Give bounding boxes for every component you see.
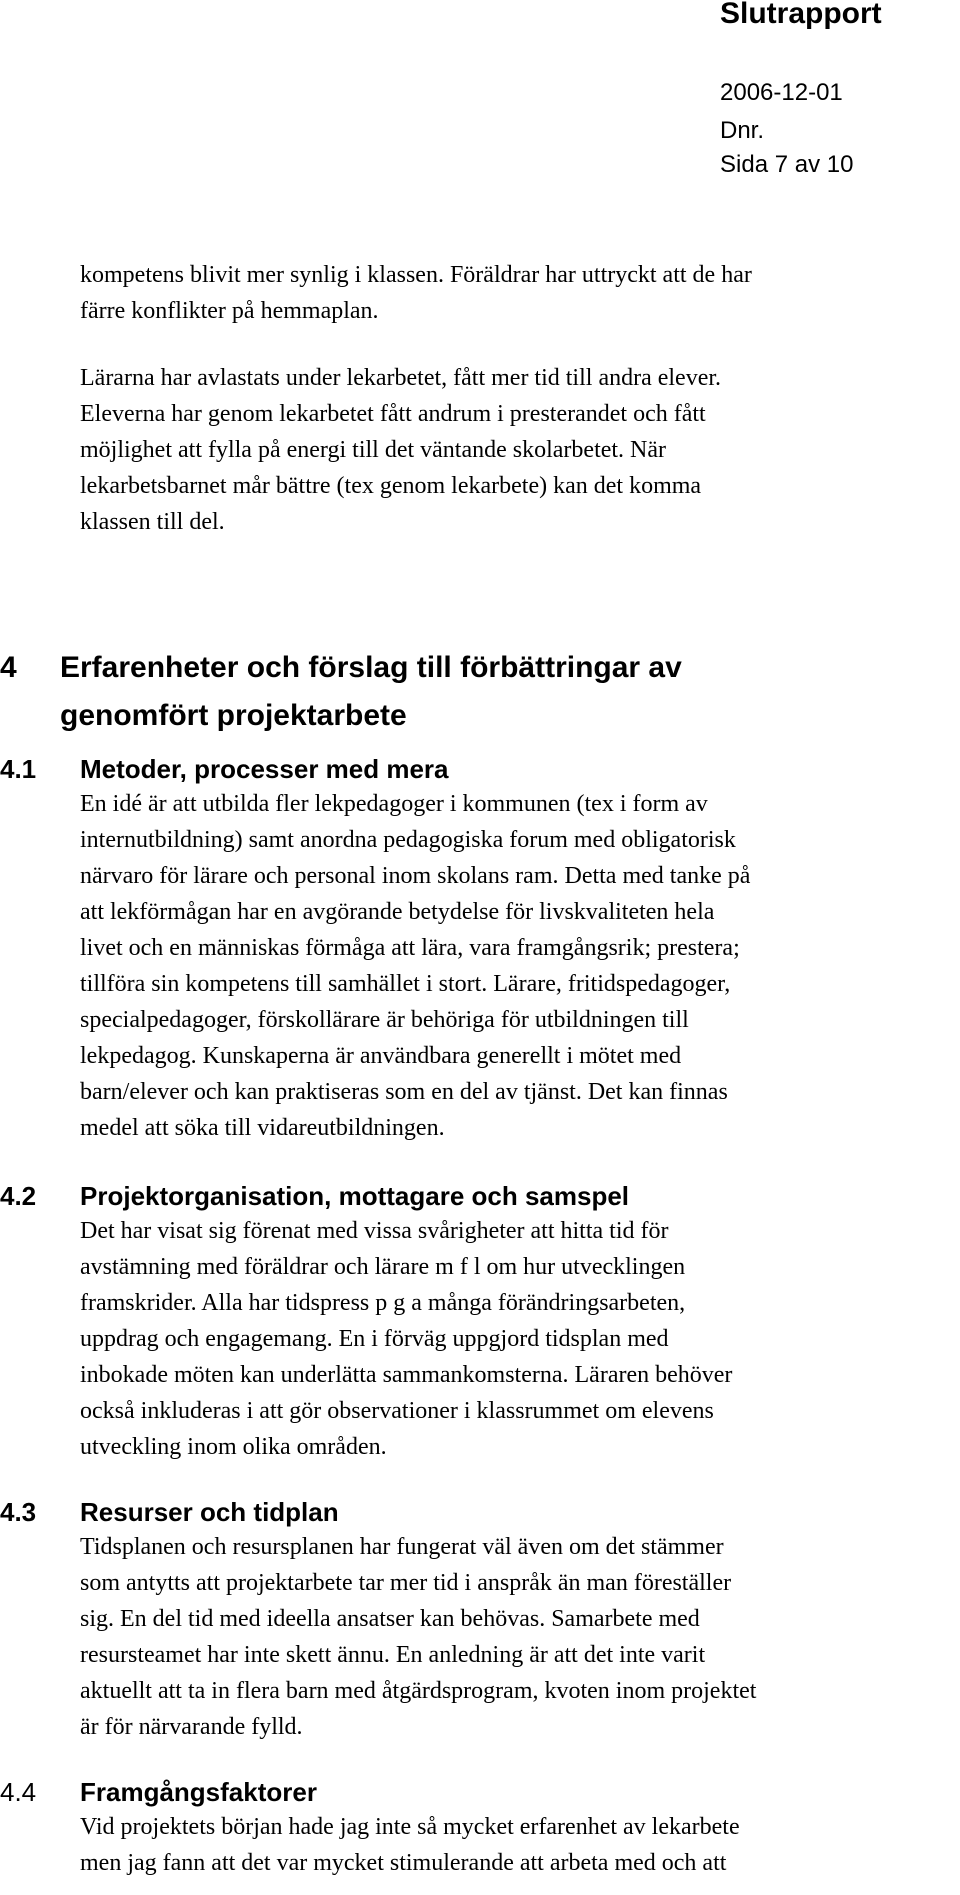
page-number: Sida 7 av 10 [720, 151, 854, 178]
intro-paragraph-2: Lärarna har avlastats under lekarbetet, fått mer tid till andra elever. Eleverna har genom lekarbetet fått andrum i presterandet och fått möjlighet att fylla på energi till det väntande skolarbetet. När lekarbetsbarnet mår bättre (tex genom lekarbete) kan det komma klassen till del. [80, 365, 722, 535]
report-title: Slutrapport [720, 0, 882, 30]
section-number: 4.4 [0, 1777, 37, 1807]
registration-number: Dnr. [720, 117, 765, 144]
page-header [720, 0, 960, 185]
section-number: 4.3 [0, 1497, 37, 1527]
section-title: Metoder, processer med mera [80, 754, 449, 784]
section-body: Det har visat sig förenat med vissa svårigheter att hitta tid för avstämning med föräldrar och lärare m f l om hur utvecklingen framskrider. Alla har tidspress p g a många förändringsarbeten, uppdrag och engagemang. En i förväg uppgjord tidsplan med inbokade möten kan underlätta sammankomsterna. Läraren behöver också inkluderas i att gör observationer i klassrummet om elevens utveckling inom olika områden. [80, 1218, 733, 1460]
section-number: 4.2 [0, 1181, 37, 1211]
section-title: Resurser och tidplan [80, 1497, 339, 1527]
chapter-title: Erfarenheter och förslag till förbättringar av genomfört projektarbete [60, 651, 682, 732]
section-body: En idé är att utbilda fler lekpedagoger i kommunen (tex i form av internutbildning) samt anordna pedagogiska forum med obligatorisk närvaro för lärare och personal inom skolans ram. Detta med tanke på att lekförmågan har en avgörande betydelse för livskvaliteten hela livet och en människas förmåga att lära, vara framgångsrik; prestera; tillföra sin kompetens till samhället i stort. Lärare, fritidspedagoger, specialpedagoger, förskollärare är behöriga för utbildningen till lekpedagog. Kunskaperna är användbara generellt i mötet med barn/elever och kan praktiseras som en del av tjänst. Det kan finnas medel att söka till vidareutbildningen. [80, 791, 751, 1141]
section-number: 4.1 [0, 754, 37, 784]
section-title: Framgångsfaktorer [80, 1777, 317, 1807]
section-body: Vid projektets början hade jag inte så mycket erfarenhet av lekarbete men jag fann att det var mycket stimulerande att arbeta med och att [80, 1814, 740, 1876]
section-title: Projektorganisation, mottagare och samspel [80, 1181, 630, 1211]
chapter-number: 4 [0, 651, 17, 684]
report-date: 2006-12-01 [720, 79, 843, 106]
intro-paragraph-1: kompetens blivit mer synlig i klassen. Föräldrar har uttryckt att de har färre konflikter på hemmaplan. [80, 262, 752, 324]
section-body: Tidsplanen och resursplanen har fungerat väl även om det stämmer som antytts att projektarbete tar mer tid i anspråk än man föreställer sig. En del tid med ideella ansatser kan behövas. Samarbete med resursteamet har inte skett ännu. En anledning är att det inte varit aktuellt att ta in flera barn med åtgärdsprogram, kvoten inom projektet är för närvarande fylld. [80, 1534, 757, 1740]
